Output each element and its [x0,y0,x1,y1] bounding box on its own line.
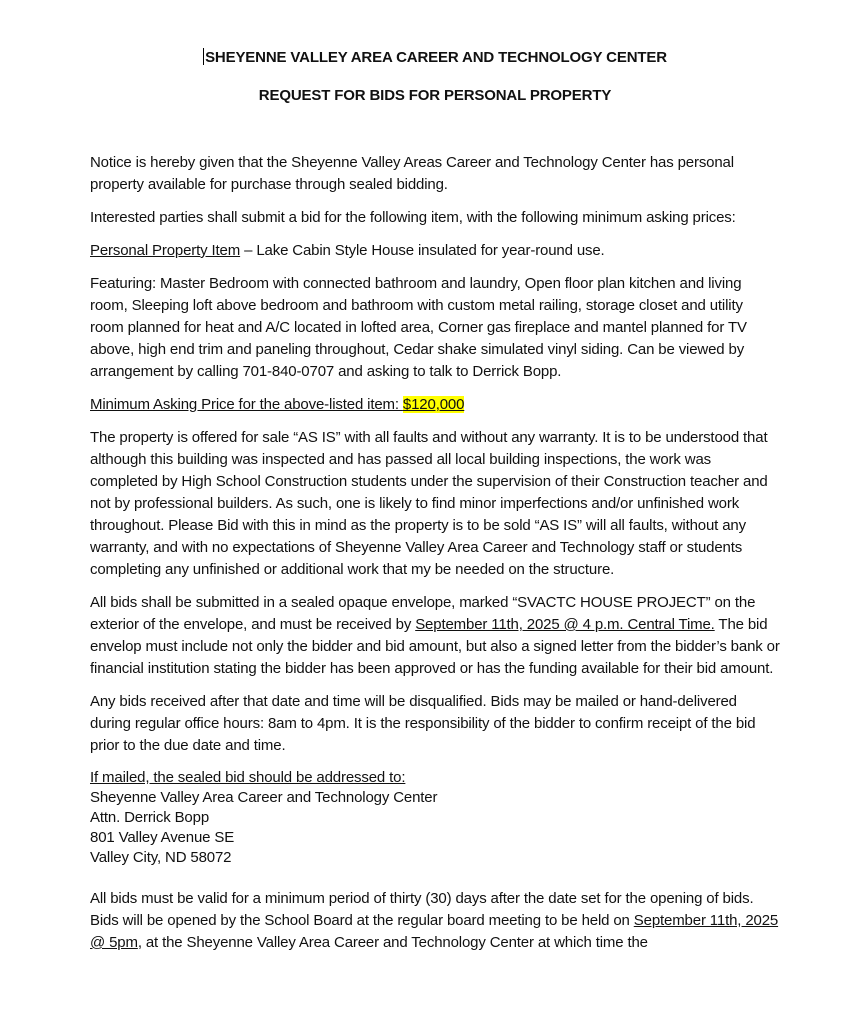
featuring-paragraph: Featuring: Master Bedroom with connected bathroom and laundry, Open floor plan kitchen and living room, Sleeping loft above bedroom and bathroom with custom metal railing, storage closet and utility room planned for heat and A/C located in lofted area, Corner gas fireplace and mantel planned for TV above, high end trim and paneling throughout, Cedar shake simulated vinyl siding. Can be viewed by arrangement by calling 701-840-0707 and asking to talk to Derrick Bopp. [90,275,747,380]
bid-opening-date: September 11th, 2025 @ 5pm [90,912,779,951]
validity-text-2: , at the Sheyenne Valley Area Career and Technology Center at which time the [137,934,648,951]
address-line: Valley City, ND 58072 [90,849,232,866]
validity-text: All bids must be valid for a minimum period of thirty (30) days after the date set for the opening of bids. Bids will be opened by the School Board at the regular board meeting to be held on [90,890,754,929]
document-title-text: SHEYENNE VALLEY AREA CAREER AND TECHNOLOGY CENTER [205,49,667,66]
document-title [90,48,780,68]
item-paragraph [90,240,780,262]
item-description: – Lake Cabin Style House insulated for year-round use. [240,242,605,259]
document-body [90,152,780,954]
min-price-label: Minimum Asking Price for the above-listed item: [90,396,403,413]
mail-heading: If mailed, the sealed bid should be addressed to: [90,769,406,786]
document-subtitle: REQUEST FOR BIDS FOR PERSONAL PROPERTY [258,87,612,104]
sealed-bid-text: All bids shall be submitted in a sealed opaque envelope, marked “SVACTC HOUSE PROJECT” on the exterior of the envelope, and must be received by [90,594,756,633]
min-price-paragraph [90,394,780,416]
interested-paragraph: Interested parties shall submit a bid for the following item, with the following minimum asking prices: [90,209,736,226]
late-bids-paragraph: Any bids received after that date and time will be disqualified. Bids may be mailed or hand-delivered during regular office hours: 8am to 4pm. It is the responsibility of the bidder to confirm receipt of the bid prior to the due date and time. [90,693,756,754]
document-page [90,42,780,965]
as-is-paragraph: The property is offered for sale “AS IS” with all faults and without any warranty. It is to be understood that although this building was inspected and has passed all local building inspections, the work was completed by High School Construction students under the supervision of their Construction teacher and not by professional builders. As such, one is likely to find minor imperfections and/or unfinished work throughout. Please Bid with this in mind as the property is to be sold “AS IS” will all faults, without any warranty, and with no expectations of Sheyenne Valley Area Career and Technology staff or students completing any unfinished or additional work that my be needed on the structure. [90,429,768,578]
item-label: Personal Property Item [90,242,241,259]
address-line: Sheyenne Valley Area Career and Technology Center [90,789,438,806]
min-price-value: $120,000 [402,396,465,413]
bid-deadline: September 11th, 2025 @ 4 p.m. Central Time. [415,616,715,633]
notice-paragraph: Notice is hereby given that the Sheyenne Valley Areas Career and Technology Center has personal property available for purchase through sealed bidding. [90,154,734,193]
validity-paragraph [90,888,780,954]
sealed-bid-paragraph [90,592,780,680]
mailing-address-block [90,768,780,868]
sealed-bid-text-2: The bid envelop must include not only the bidder and bid amount, but also a signed letter from the bidder’s bank or financial institution stating the bidder has been approved or has the funding available for their bid amount. [90,616,780,677]
address-line: Attn. Derrick Bopp [90,809,210,826]
address-line: 801 Valley Avenue SE [90,829,235,846]
text-cursor [203,48,204,65]
